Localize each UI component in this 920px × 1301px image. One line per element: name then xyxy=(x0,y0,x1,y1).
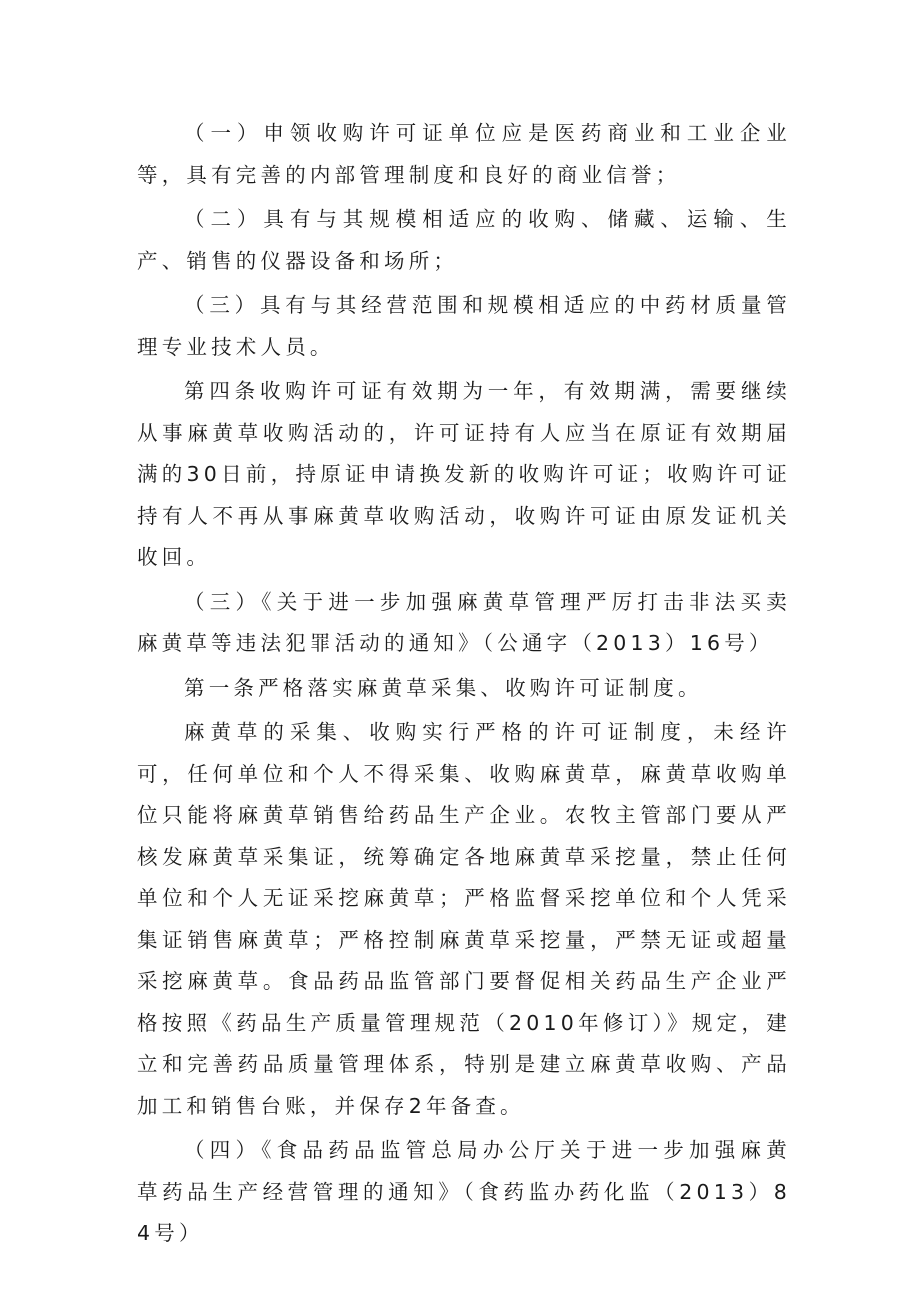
paragraph-4: 第四条收购许可证有效期为一年，有效期满，需要继续从事麻黄草收购活动的，许可证持有人应当在原证有效期届满的30日前，持原证申请换发新的收购许可证；收购许可证持有人不再从事麻黄草收购活动，收购许可证由原发证机关收回。 xyxy=(137,379,791,569)
paragraph-2: （二）具有与其规模相适应的收购、储藏、运输、生产、销售的仪器设备和场所； xyxy=(137,207,791,273)
paragraph-6: 第一条严格落实麻黄草采集、收购许可证制度。 xyxy=(184,675,703,700)
document-body xyxy=(137,113,791,1255)
paragraph-8: （四）《食品药品监管总局办公厅关于进一步加强麻黄草药品生产经营管理的通知》（食药监办药化监（2013）84号） xyxy=(137,1138,791,1245)
paragraph-7: 麻黄草的采集、收购实行严格的许可证制度，未经许可，任何单位和个人不得采集、收购麻黄草，麻黄草收购单位只能将麻黄草销售给药品生产企业。农牧主管部门要从严核发麻黄草采集证，统筹确定各地麻黄草采挖量，禁止任何单位和个人无证采挖麻黄草；严格监督采挖单位和个人凭采集证销售麻黄草；严格控制麻黄草采挖量，严禁无证或超量采挖麻黄草。食品药品监管部门要督促相关药品生产企业严格按照《药品生产质量管理规范（2010年修订）》规定，建立和完善药品质量管理体系，特别是建立麻黄草收购、产品加工和销售台账，并保存2年备查。 xyxy=(137,720,791,1118)
paragraph-1: （一）申领收购许可证单位应是医药商业和工业企业等，具有完善的内部管理制度和良好的商业信誉； xyxy=(137,121,791,187)
paragraph-3: （三）具有与其经营范围和规模相适应的中药材质量管理专业技术人员。 xyxy=(137,293,791,359)
paragraph-5: （三）《关于进一步加强麻黄草管理严厉打击非法买卖麻黄草等违法犯罪活动的通知》（公通字（2013）16号） xyxy=(137,589,791,655)
